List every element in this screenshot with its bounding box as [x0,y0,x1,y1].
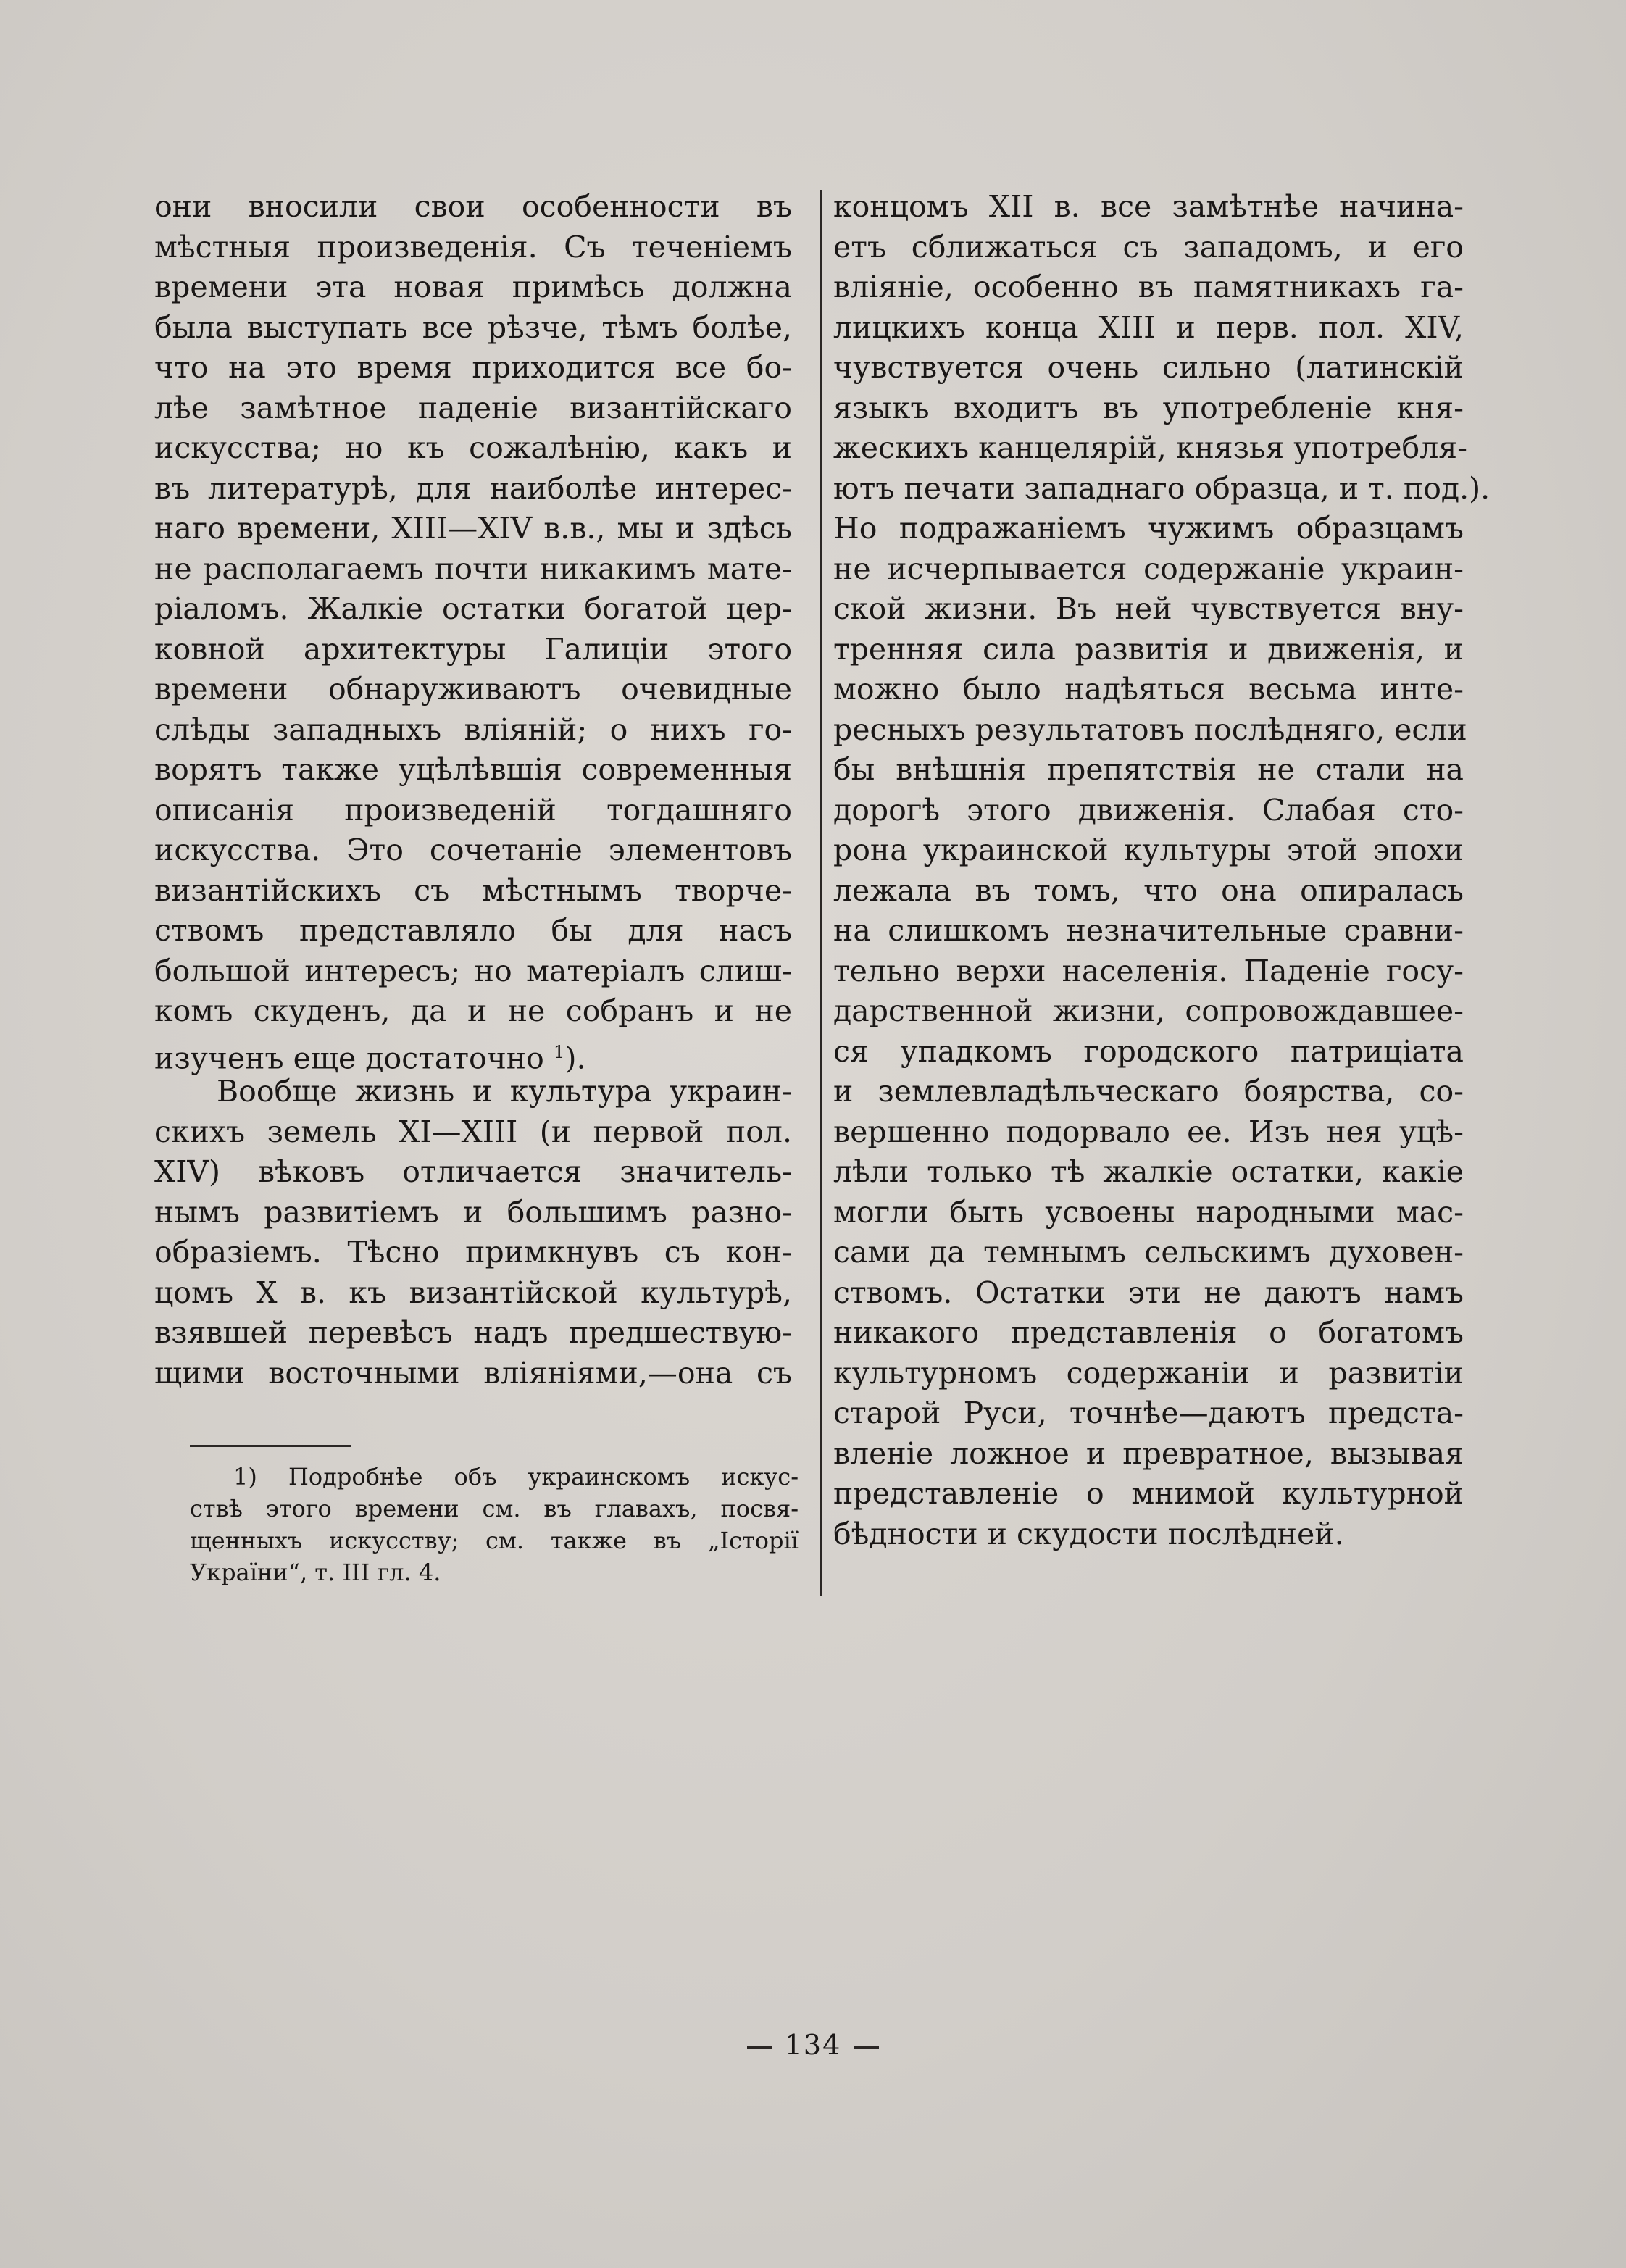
text-line: образіемъ. Тѣсно примкнувъ съ кон- [154,1235,792,1270]
text-line: слѣды западныхъ вліяній; о нихъ го- [154,712,792,747]
text-line: византійскихъ съ мѣстнымъ творче- [154,872,792,908]
page-number-footer [0,2029,1626,2061]
text-line: чувствуется очень сильно (латинскій [833,350,1464,385]
text-line: лѣе замѣтное паденіе византійскаго [154,390,792,425]
text-line: никакого представленія о богатомъ [833,1315,1464,1350]
text-line: на слишкомъ незначительные сравни- [833,913,1464,948]
right-column [833,187,1490,1554]
text-line: большой интересъ; но матеріалъ слиш- [154,953,792,988]
text-line: въ литературѣ, для наиболѣе интерес- [154,470,792,506]
text-line: можно было надѣяться весьма инте- [833,672,1464,706]
text-line: ютъ печати западнаго образца, и т. под.). [833,470,1490,506]
text-line: и землевладѣльческаго боярства, со- [833,1074,1464,1109]
text-line: комъ скуденъ, да и не собранъ и не [154,993,792,1028]
text-line: ресныхъ результатовъ послѣдняго, если [833,712,1467,747]
text-line: взявшей перевѣсъ надъ предшествую- [154,1315,792,1350]
text-fragment: ). [564,1041,586,1076]
text-line: лицкихъ конца XIII и перв. пол. XIV, [833,309,1464,345]
text-line: наго времени, XIII—XIV в.в., мы и здѣсь [154,511,792,546]
text-line: искусства. Это сочетаніе элементовъ [154,833,792,867]
text-line: бѣдности и скудости послѣдней. [833,1516,1344,1551]
text-line: была выступать все рѣзче, тѣмъ болѣе, [154,309,792,345]
text-line: вліяніе, особенно въ памятникахъ га- [833,270,1464,304]
dash-ornament [854,2046,879,2049]
text-line: вленіе ложное и превратное, вызывая [833,1435,1464,1471]
dash-ornament [747,2046,772,2049]
text-line: цомъ X в. къ византійской культурѣ, [154,1275,792,1310]
left-column [154,187,792,1393]
text-line: они вносили свои особенности въ [154,189,792,224]
text-line: сами да темнымъ сельскимъ духовен- [833,1235,1464,1270]
page-number: 134 [784,2029,842,2061]
text-line: нымъ развитіемъ и большимъ разно- [154,1194,792,1230]
text-line: рона украинской культуры этой эпохи [833,833,1464,867]
text-line: что на это время приходится все бо- [154,350,792,385]
text-line: ствомъ представляло бы для насъ [154,913,792,948]
text-line: тренняя сила развитія и движенія, и [833,631,1464,667]
footnote-marker: 1 [553,1041,565,1062]
text-line: XIV) вѣковъ отличается значитель- [154,1154,792,1189]
footnote [190,1461,799,1588]
footnote-line: 1) Подробнѣе объ украинскомъ искус- [233,1463,799,1491]
text-line: ріаломъ. Жалкіе остатки богатой цер- [154,591,792,626]
text-line: вершенно подорвало ее. Изъ нея уцѣ- [833,1114,1464,1149]
text-line: языкъ входитъ въ употребленіе кня- [833,390,1464,425]
text-line: мѣстныя произведенія. Съ теченіемъ [154,229,792,264]
text-line: представленіе о мнимой культурной [833,1476,1464,1511]
text-line: ской жизни. Въ ней чувствуется вну- [833,591,1464,626]
text-line: концомъ XII в. все замѣтнѣе начина- [833,189,1464,224]
text-line: ворятъ также уцѣлѣвшія современныя [154,752,792,787]
text-line: времени обнаруживаютъ очевидные [154,672,792,706]
text-line: лѣли только тѣ жалкіе остатки, какіе [833,1154,1464,1189]
text-line: дарственной жизни, сопровождавшее- [833,993,1464,1028]
text-line: етъ сближаться съ западомъ, и его [833,229,1464,264]
footnote-rule [190,1445,351,1447]
text-line: Но подражаніемъ чужимъ образцамъ [833,511,1464,546]
text-fragment: изученъ еще достаточно [154,1041,544,1076]
text-line: ковной архитектуры Галиціи этого [154,631,792,667]
footnote-line: України“, т. III гл. 4. [190,1559,441,1586]
text-line: ся упадкомъ городского патриціата [833,1033,1464,1069]
text-line: описанія произведеній тогдашняго [154,792,792,827]
text-line: ствомъ. Остатки эти не даютъ намъ [833,1275,1464,1310]
text-line: времени эта новая примѣсь должна [154,270,792,304]
text-line: не располагаемъ почти никакимъ мате- [154,551,792,586]
footnote-line: ствѣ этого времени см. въ главахъ, посвя- [190,1495,799,1522]
text-line: жескихъ канцелярій, князья употребля- [833,430,1467,465]
text-line: старой Руси, точнѣе—даютъ предста- [833,1396,1464,1430]
footnote-line: щенныхъ искусству; см. также въ „Історії [190,1527,799,1554]
text-line: могли быть усвоены народными мас- [833,1194,1464,1230]
text-line: щими восточными вліяніями,—она съ [154,1355,792,1391]
text-line: не исчерпывается содержаніе украин- [833,551,1464,586]
text-line: Вообще жизнь и культура украин- [217,1074,792,1109]
text-line: тельно верхи населенія. Паденіе госу- [833,953,1464,988]
text-line: дорогѣ этого движенія. Слабая сто- [833,792,1464,827]
text-line: культурномъ содержаніи и развитіи [833,1355,1464,1391]
text-line: скихъ земель XI—XIII (и первой пол. [154,1114,792,1149]
text-line: бы внѣшнія препятствія не стали на [833,752,1464,787]
text-line-with-footnote [154,1032,792,1076]
text-line: лежала въ томъ, что она опиралась [833,872,1464,908]
text-line: искусства; но къ сожалѣнію, какъ и [154,430,792,465]
column-divider [820,190,822,1596]
